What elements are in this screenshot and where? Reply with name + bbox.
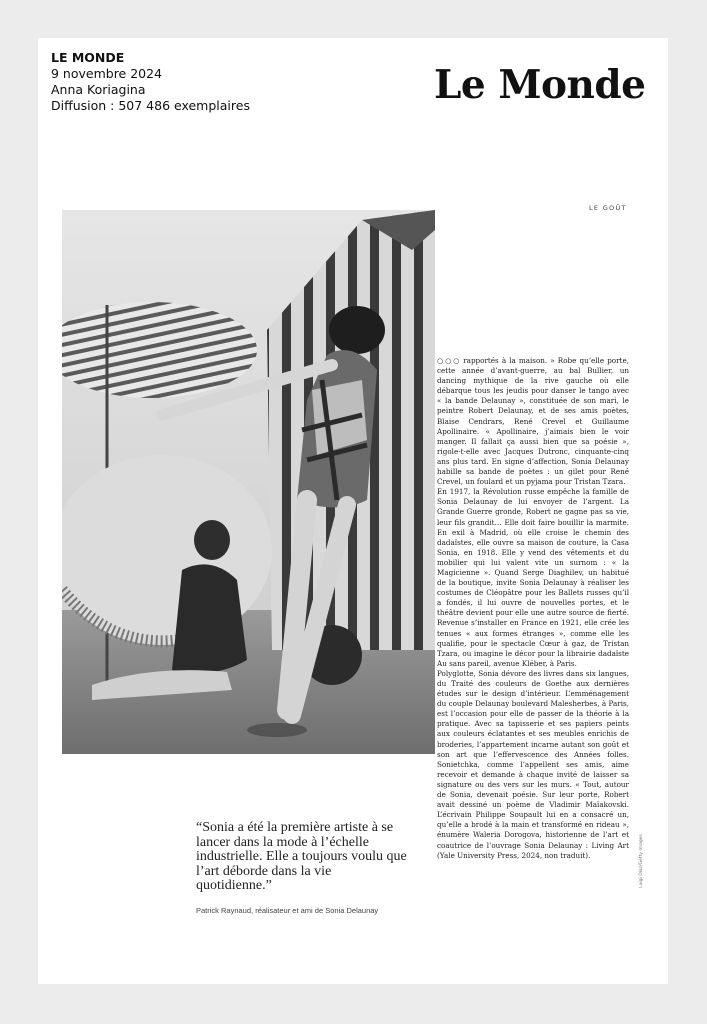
paragraph-text: rapportés à la maison. » Robe qu’elle porte, cette année d’avant-guerre, au bal Bullier, un dancing mythique de la rive gauche où elle débarque tous les jeudis pour danser le tango avec « la bande Delaunay », constituée de son mari, le peintre Robert Delaunay, et de ses amis poètes, Blaise Cendrars, René Crevel et Guillaume Apollinaire. « Apollinaire, j’aimais bien le voir manger. Il fallait ça aussi bien que sa poésie », rigole-t-elle avec Jacques Dutronc, cinquante-cinq ans plus tard. En signe d’affection, Sonia Delaunay habille sa bande de poètes : un gilet pour René Crevel, un foulard et un pyjama pour Tristan Tzara. [437, 356, 629, 487]
circulation-figure: Diffusion : 507 486 exemplaires [51, 98, 250, 113]
pull-quote-attribution: Patrick Raynaud, réalisateur et ami de Sonia Delaunay [196, 906, 379, 915]
article-column [437, 356, 629, 861]
beach-photo-illustration [62, 210, 435, 754]
pull-quote: “Sonia a été la première artiste à se lancer dans la mode à l’échelle industrielle. Elle a toujours voulu que l’art déborde dans la vie quotidienne.” [196, 820, 407, 893]
article-paragraph: En 1917, la Révolution russe empêche la famille de Sonia Delaunay de lui envoyer de l’argent. La Grande Guerre gronde, Robert ne gagne pas sa vie, leur fils grandit… Elle doit faire bouillir la marmite. En exil à Madrid, où elle croise le chemin des dadaïstes, elle ouvre sa maison de couture, la Casa Sonia, en 1918. Elle y vend des vêtements et du mobilier qui lui valent vite un surnom : « la Magicienne ». Quand Serge Diaghilev, un habitué de la boutique, invite Sonia Delaunay à réaliser les costumes de Cléopâtre pour les Ballets russes qu’il a fondés, il lui ouvre de nouvelles portes, et le théâtre devient pour elle une autre source de fierté. Revenue s’installer en France en 1921, elle crée les tenues « aux formes étranges », comme elle les qualifie, pour le spectacle Cœur à gaz, de Tristan Tzara, ou imagine le décor pour la librairie dadaïste Au sans pareil, avenue Kléber, à Paris. [437, 487, 629, 668]
article-photo [62, 210, 435, 754]
article-paragraph [437, 356, 629, 487]
clipping-metadata [51, 50, 250, 114]
publication-date: 9 novembre 2024 [51, 66, 163, 81]
press-clipping-page [38, 38, 668, 984]
le-monde-logo: Le Monde [434, 62, 646, 108]
lead-marker: ○○○ [437, 356, 462, 365]
photo-credit: Luigi Diaz/Getty Images [639, 834, 644, 888]
publication-name: LE MONDE [51, 50, 125, 65]
author-name: Anna Koriagina [51, 82, 146, 97]
section-label: LE GOÛT [589, 204, 627, 212]
article-paragraph: Polyglotte, Sonia dévore des livres dans six langues, du Traité des couleurs de Goethe aux dernières études sur le design d’intérieur. L’emménagement du couple Delaunay boulevard Malesherbes, à Paris, est l’occasion pour elle de passer de la théorie à la pratique. Avec sa tapisserie et ses papiers peints aux couleurs éclatantes et ses meubles enrichis de broderies, l’appartement incarne autant son goût et son art que l’effervescence des Années folles. Sonietchka, comme l’appellent ses amis, aime recevoir et demande à chaque invité de laisser sa signature ou des vers sur les murs. « Tout, autour de Sonia, devenait poésie. Sur leur porte, Robert avait dessiné un poème de Vladimir Maïakovski. L’écrivain Philippe Soupault lui en a consacré un, qu’elle a brodé à la main et transformé en rideau », énumère Waleria Dorogova, historienne de l’art et coautrice de l’ouvrage Sonia Delaunay : Living Art (Yale University Press, 2024, non traduit). [437, 668, 629, 860]
